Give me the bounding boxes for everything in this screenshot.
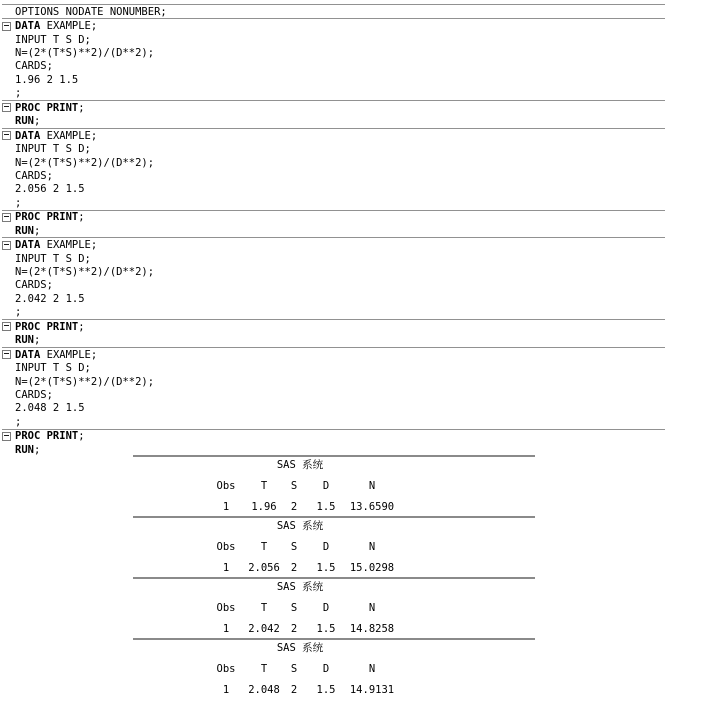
code-segment: 2.048 2 1.5 <box>15 402 85 415</box>
collapse-section-icon[interactable] <box>2 241 11 250</box>
code-text <box>15 34 91 46</box>
code-line[interactable] <box>2 415 665 428</box>
output-column-header: T <box>260 541 268 553</box>
output-cell: 1 <box>222 501 230 513</box>
code-segment: ; <box>15 415 22 428</box>
code-segment: ; <box>15 196 22 209</box>
code-text <box>15 197 21 209</box>
code-segment: ; <box>78 430 85 443</box>
code-segment: EXAMPLE; <box>40 129 98 142</box>
code-line[interactable] <box>2 5 665 18</box>
code-section <box>2 320 665 348</box>
collapse-section-icon[interactable] <box>2 103 11 112</box>
code-text <box>15 115 40 127</box>
code-text <box>15 130 97 142</box>
keyword-segment: RUN <box>15 334 34 347</box>
output-table-title: SAS 系统 <box>276 642 324 654</box>
code-line[interactable] <box>2 60 665 73</box>
code-line[interactable] <box>2 46 665 59</box>
code-text <box>15 293 85 305</box>
line-gutter <box>2 322 15 331</box>
output-cell: 1 <box>222 623 230 635</box>
code-segment: EXAMPLE; <box>40 20 98 33</box>
sas-code-editor[interactable] <box>2 4 665 456</box>
output-cell: 2 <box>290 501 298 513</box>
code-line[interactable] <box>2 252 665 265</box>
code-segment: INPUT T S D; <box>15 252 91 265</box>
code-line[interactable] <box>2 183 665 196</box>
output-table-title: SAS 系统 <box>276 581 324 593</box>
code-line[interactable] <box>2 142 665 155</box>
code-line[interactable] <box>2 375 665 388</box>
code-segment: EXAMPLE; <box>40 239 98 252</box>
output-column-header: S <box>290 602 298 614</box>
collapse-section-icon[interactable] <box>2 213 11 222</box>
output-cell: 1.96 <box>251 501 277 513</box>
output-table <box>133 577 535 638</box>
code-text <box>15 266 154 278</box>
output-table-data-row <box>133 562 535 574</box>
keyword-segment: DATA <box>15 239 41 252</box>
output-column-header: D <box>322 602 330 614</box>
code-segment: ; <box>78 211 85 224</box>
output-column-header: D <box>322 480 330 492</box>
code-section <box>2 101 665 129</box>
output-column-header: D <box>322 663 330 675</box>
output-cell: 14.9131 <box>349 684 395 696</box>
code-line[interactable] <box>2 101 665 114</box>
line-gutter <box>2 432 15 441</box>
output-column-header: N <box>368 541 376 553</box>
output-column-header: T <box>260 663 268 675</box>
code-text <box>15 225 40 237</box>
code-line[interactable] <box>2 334 665 347</box>
code-line[interactable] <box>2 156 665 169</box>
code-section <box>2 211 665 239</box>
output-table-header-row <box>133 480 535 492</box>
code-text <box>15 239 97 251</box>
output-column-header: N <box>368 480 376 492</box>
output-cell: 1 <box>222 684 230 696</box>
output-column-header: Obs <box>216 663 236 675</box>
code-segment: ; <box>33 334 41 347</box>
code-text <box>15 430 85 442</box>
code-line[interactable] <box>2 320 665 333</box>
code-line[interactable] <box>2 430 665 443</box>
code-text <box>15 253 91 265</box>
output-cell: 2.048 <box>248 684 280 696</box>
collapse-section-icon[interactable] <box>2 131 11 140</box>
code-text <box>15 6 167 18</box>
code-line[interactable] <box>2 348 665 361</box>
output-column-header: S <box>290 663 298 675</box>
keyword-segment: DATA <box>15 129 41 142</box>
code-text <box>15 321 85 333</box>
code-segment: CARDS; <box>15 388 53 401</box>
output-column-header: N <box>368 663 376 675</box>
code-section <box>2 5 665 19</box>
output-cell: 1.5 <box>316 562 336 574</box>
output-table <box>133 516 535 577</box>
code-segment: INPUT T S D; <box>15 362 91 375</box>
code-line[interactable] <box>2 292 665 305</box>
keyword-segment: DATA <box>15 348 41 361</box>
output-table-data-row <box>133 684 535 696</box>
output-cell: 2 <box>290 623 298 635</box>
keyword-segment: PROC PRINT <box>15 430 79 443</box>
keyword-segment: RUN <box>15 224 34 237</box>
code-segment: ; <box>78 101 85 114</box>
code-text <box>15 402 85 414</box>
output-table-data-row <box>133 501 535 513</box>
code-text <box>15 416 21 428</box>
code-section <box>2 238 665 320</box>
output-column-header: N <box>368 602 376 614</box>
output-table-header-row <box>133 663 535 675</box>
output-column-header: S <box>290 541 298 553</box>
code-line[interactable] <box>2 402 665 415</box>
line-gutter <box>2 213 15 222</box>
code-line[interactable] <box>2 87 665 100</box>
code-segment: 1.96 2 1.5 <box>15 73 79 86</box>
code-line[interactable] <box>2 279 665 292</box>
sas-listing-output <box>133 455 535 699</box>
line-gutter <box>2 350 15 359</box>
code-segment: ; <box>33 224 41 237</box>
code-segment: CARDS; <box>15 169 53 182</box>
code-text <box>15 102 85 114</box>
output-column-header: T <box>260 480 268 492</box>
line-gutter <box>2 241 15 250</box>
output-column-header: D <box>322 541 330 553</box>
code-segment: INPUT T S D; <box>15 33 91 46</box>
code-segment: OPTIONS NODATE NONUMBER; <box>15 5 167 18</box>
code-segment: ; <box>33 443 41 456</box>
code-line[interactable] <box>2 115 665 128</box>
code-segment: N=(2*(T*S)**2)/(D**2); <box>15 47 155 60</box>
code-segment: N=(2*(T*S)**2)/(D**2); <box>15 266 155 279</box>
code-text <box>15 334 40 346</box>
line-gutter <box>2 103 15 112</box>
code-segment: ; <box>78 320 85 333</box>
output-cell: 2.042 <box>248 623 280 635</box>
keyword-segment: RUN <box>15 443 34 456</box>
output-cell: 1 <box>222 562 230 574</box>
code-line[interactable] <box>2 211 665 224</box>
code-line[interactable] <box>2 388 665 401</box>
code-segment: 2.042 2 1.5 <box>15 292 85 305</box>
code-segment: INPUT T S D; <box>15 143 91 156</box>
output-cell: 2 <box>290 684 298 696</box>
collapse-section-icon[interactable] <box>2 350 11 359</box>
code-line[interactable] <box>2 361 665 374</box>
output-table-title: SAS 系统 <box>276 459 324 471</box>
code-line[interactable] <box>2 238 665 251</box>
output-cell: 1.5 <box>316 684 336 696</box>
code-text <box>15 349 97 361</box>
code-line[interactable] <box>2 129 665 142</box>
line-gutter <box>2 22 15 31</box>
code-text <box>15 20 97 32</box>
keyword-segment: RUN <box>15 115 34 128</box>
code-text <box>15 157 154 169</box>
output-cell: 1.5 <box>316 623 336 635</box>
code-line[interactable] <box>2 73 665 86</box>
code-line[interactable] <box>2 33 665 46</box>
code-text <box>15 74 78 86</box>
code-text <box>15 362 91 374</box>
code-line[interactable] <box>2 224 665 237</box>
line-gutter <box>2 131 15 140</box>
code-text <box>15 376 154 388</box>
output-table-header-row <box>133 541 535 553</box>
output-column-header: S <box>290 480 298 492</box>
code-text <box>15 211 85 223</box>
output-cell: 2.056 <box>248 562 280 574</box>
output-table-header-row <box>133 602 535 614</box>
output-cell: 14.8258 <box>349 623 395 635</box>
code-text <box>15 444 40 456</box>
keyword-segment: PROC PRINT <box>15 101 79 114</box>
collapse-section-icon[interactable] <box>2 322 11 331</box>
code-segment: ; <box>33 115 41 128</box>
code-segment: ; <box>15 306 22 319</box>
code-section <box>2 19 665 101</box>
code-segment: 2.056 2 1.5 <box>15 183 85 196</box>
code-text <box>15 60 53 72</box>
code-section <box>2 129 665 211</box>
code-segment: N=(2*(T*S)**2)/(D**2); <box>15 156 155 169</box>
code-text <box>15 87 21 99</box>
keyword-segment: DATA <box>15 20 41 33</box>
collapse-section-icon[interactable] <box>2 22 11 31</box>
code-segment: EXAMPLE; <box>40 348 98 361</box>
code-section <box>2 430 665 457</box>
output-column-header: T <box>260 602 268 614</box>
output-column-header: Obs <box>216 480 236 492</box>
code-text <box>15 389 53 401</box>
keyword-segment: PROC PRINT <box>15 211 79 224</box>
code-text <box>15 143 91 155</box>
keyword-segment: PROC PRINT <box>15 320 79 333</box>
output-cell: 15.0298 <box>349 562 395 574</box>
output-cell: 13.6590 <box>349 501 395 513</box>
collapse-section-icon[interactable] <box>2 432 11 441</box>
output-table <box>133 638 535 699</box>
code-segment: N=(2*(T*S)**2)/(D**2); <box>15 375 155 388</box>
code-text <box>15 306 21 318</box>
output-cell: 2 <box>290 562 298 574</box>
code-line[interactable] <box>2 265 665 278</box>
code-line[interactable] <box>2 306 665 319</box>
output-table-data-row <box>133 623 535 635</box>
code-segment: ; <box>15 87 22 100</box>
output-column-header: Obs <box>216 602 236 614</box>
code-segment: CARDS; <box>15 60 53 73</box>
code-line[interactable] <box>2 19 665 32</box>
code-segment: CARDS; <box>15 279 53 292</box>
output-column-header: Obs <box>216 541 236 553</box>
code-text <box>15 170 53 182</box>
output-cell: 1.5 <box>316 501 336 513</box>
code-line[interactable] <box>2 169 665 182</box>
code-text <box>15 47 154 59</box>
code-text <box>15 279 53 291</box>
code-text <box>15 183 85 195</box>
output-table <box>133 455 535 516</box>
code-section <box>2 348 665 430</box>
output-table-title: SAS 系统 <box>276 520 324 532</box>
code-line[interactable] <box>2 196 665 209</box>
